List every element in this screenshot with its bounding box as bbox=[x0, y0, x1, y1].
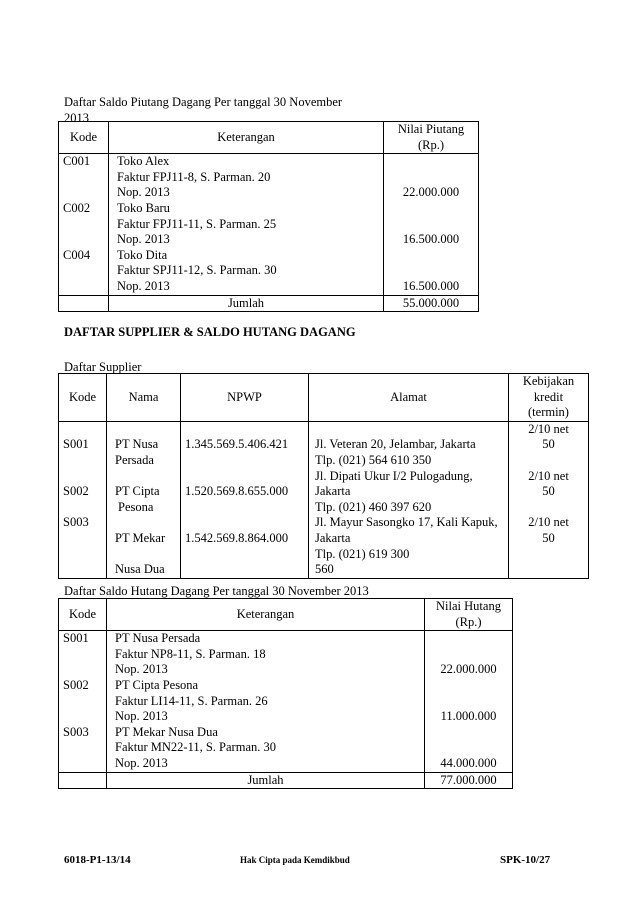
hutang-keterangan-cell bbox=[107, 631, 425, 772]
piutang-table bbox=[58, 121, 479, 312]
supplier-header-row bbox=[59, 374, 589, 422]
supplier-name: PT Mekar bbox=[115, 530, 166, 545]
supplier-npwp-cell bbox=[181, 421, 309, 578]
supplier-caption: Daftar Supplier bbox=[64, 360, 142, 374]
invoice-ref: Faktur FPJ11-11, S. Parman. 25 bbox=[117, 216, 277, 231]
header-npwp: NPWP bbox=[181, 374, 309, 422]
hutang-body-row bbox=[59, 631, 513, 772]
total-label: Jumlah bbox=[107, 772, 425, 789]
invoice-date: Nop. 2013 bbox=[115, 709, 168, 724]
npwp-value: 1.345.569.5.406.421 bbox=[185, 437, 289, 452]
address: Jl. Veteran 20, Jelambar, Jakarta bbox=[315, 437, 476, 452]
npwp-value: 1.542.569.8.864.000 bbox=[185, 530, 289, 545]
header-kode: Kode bbox=[59, 122, 109, 154]
address: Jl. Mayur Sasongko 17, Kali Kapuk, bbox=[315, 515, 498, 530]
amount: 22.000.000 bbox=[440, 662, 497, 677]
piutang-nilai-cell bbox=[384, 154, 479, 295]
supplier-table bbox=[58, 373, 589, 579]
invoice-date: Nop. 2013 bbox=[115, 662, 168, 677]
address: Jl. Dipati Ukur I/2 Pulogadung, bbox=[315, 468, 473, 483]
credit-term: 2/10 net bbox=[528, 421, 569, 436]
piutang-kode-cell bbox=[59, 154, 109, 295]
npwp-value: 1.520.569.8.655.000 bbox=[185, 484, 289, 499]
header-kode: Kode bbox=[59, 374, 107, 422]
header-keterangan: Keterangan bbox=[107, 599, 425, 631]
header-kode: Kode bbox=[59, 599, 107, 631]
supplier-body-row bbox=[59, 421, 589, 578]
hutang-caption: Daftar Saldo Hutang Dagang Per tanggal 30 November 2013 bbox=[64, 584, 369, 598]
amount: 22.000.000 bbox=[402, 185, 460, 200]
supplier-alamat-cell: Jl. Veteran 20, Jelambar, Jakarta Tlp. (021) 564 610 350 Jl. Dipati Ukur I/2 Pulogadung, Jakarta Tlp. (021) 460 397 620 Jl. Mayur Sasongko 17, Kali Kapuk, Jakarta Tlp. (021) 619 300 560 bbox=[309, 421, 509, 578]
phone: Tlp. (021) 564 610 350 bbox=[315, 452, 432, 467]
kode: S003 bbox=[63, 515, 89, 530]
footer-copyright: Hak Cipta pada Kemdikbud bbox=[240, 855, 350, 865]
piutang-body-row bbox=[59, 154, 479, 295]
credit-term: 2/10 net bbox=[528, 468, 569, 483]
kode: S001 bbox=[63, 437, 89, 452]
amount: 16.500.000 bbox=[402, 278, 460, 293]
piutang-keterangan-cell bbox=[109, 154, 384, 295]
phone: Tlp. (021) 460 397 620 bbox=[315, 499, 432, 514]
header-alamat: Alamat bbox=[309, 374, 509, 422]
total-label: Jumlah bbox=[109, 295, 384, 312]
kode: S002 bbox=[63, 484, 89, 499]
invoice-ref: Faktur SPJ11-12, S. Parman. 30 bbox=[117, 263, 277, 278]
supplier-kebijakan-cell: 2/10 net 50 2/10 net 50 2/10 net 50 bbox=[509, 421, 589, 578]
piutang-header-row bbox=[59, 122, 479, 154]
customer-name: Toko Alex bbox=[117, 154, 170, 169]
phone: Tlp. (021) 619 300 bbox=[315, 546, 410, 561]
supplier-name: PT Nusa Persada bbox=[115, 631, 201, 646]
header-nama: Nama bbox=[107, 374, 181, 422]
kode: C001 bbox=[63, 154, 91, 169]
invoice-date: Nop. 2013 bbox=[115, 755, 168, 770]
invoice-date: Nop. 2013 bbox=[117, 185, 170, 200]
amount: 11.000.000 bbox=[440, 709, 497, 724]
supplier-nama-cell: PT Nusa Persada PT Cipta Pesona PT Mekar Nusa Dua bbox=[107, 421, 181, 578]
kode: C004 bbox=[63, 247, 91, 262]
supplier-name: PT Cipta Pesona bbox=[115, 677, 199, 692]
header-nilai: Nilai Piutang (Rp.) bbox=[384, 122, 479, 154]
invoice-ref: Faktur FPJ11-8, S. Parman. 20 bbox=[117, 169, 271, 184]
footer-code: 6018-P1-13/14 bbox=[64, 854, 131, 866]
hutang-header-row bbox=[59, 599, 513, 631]
header-keterangan: Keterangan bbox=[109, 122, 384, 154]
kode: S003 bbox=[63, 724, 89, 739]
invoice-date: Nop. 2013 bbox=[117, 232, 170, 247]
footer-page: SPK-10/27 bbox=[500, 854, 551, 866]
invoice-ref: Faktur LI14-11, S. Parman. 26 bbox=[115, 693, 268, 708]
kode: S002 bbox=[63, 677, 89, 692]
hutang-kode-cell bbox=[59, 631, 107, 772]
section-title: DAFTAR SUPPLIER & SALDO HUTANG DAGANG bbox=[64, 325, 356, 339]
supplier-name: PT Nusa bbox=[115, 437, 159, 452]
supplier-kode-cell bbox=[59, 421, 107, 578]
header-kebijakan: Kebijakan kredit (termin) bbox=[509, 374, 589, 422]
customer-name: Toko Dita bbox=[117, 247, 168, 262]
invoice-date: Nop. 2013 bbox=[117, 278, 170, 293]
total-value: 77.000.000 bbox=[425, 772, 513, 789]
kode: C002 bbox=[63, 200, 91, 215]
invoice-ref: Faktur MN22-11, S. Parman. 30 bbox=[115, 740, 276, 755]
supplier-name: PT Mekar Nusa Dua bbox=[115, 724, 218, 739]
hutang-total-row bbox=[59, 772, 513, 789]
invoice-ref: Faktur NP8-11, S. Parman. 18 bbox=[115, 646, 266, 661]
amount: 16.500.000 bbox=[402, 232, 460, 247]
supplier-name: PT Cipta bbox=[115, 484, 160, 499]
total-value: 55.000.000 bbox=[384, 295, 479, 312]
kode: S001 bbox=[63, 631, 89, 646]
amount: 44.000.000 bbox=[440, 755, 497, 770]
piutang-caption: Daftar Saldo Piutang Dagang Per tanggal 30 November 2013 bbox=[64, 95, 343, 125]
piutang-total-row bbox=[59, 295, 479, 312]
customer-name: Toko Baru bbox=[117, 200, 170, 215]
header-nilai: Nilai Hutang (Rp.) bbox=[425, 599, 513, 631]
hutang-table bbox=[58, 598, 513, 789]
hutang-nilai-cell bbox=[425, 631, 513, 772]
credit-term: 2/10 net bbox=[528, 515, 569, 530]
